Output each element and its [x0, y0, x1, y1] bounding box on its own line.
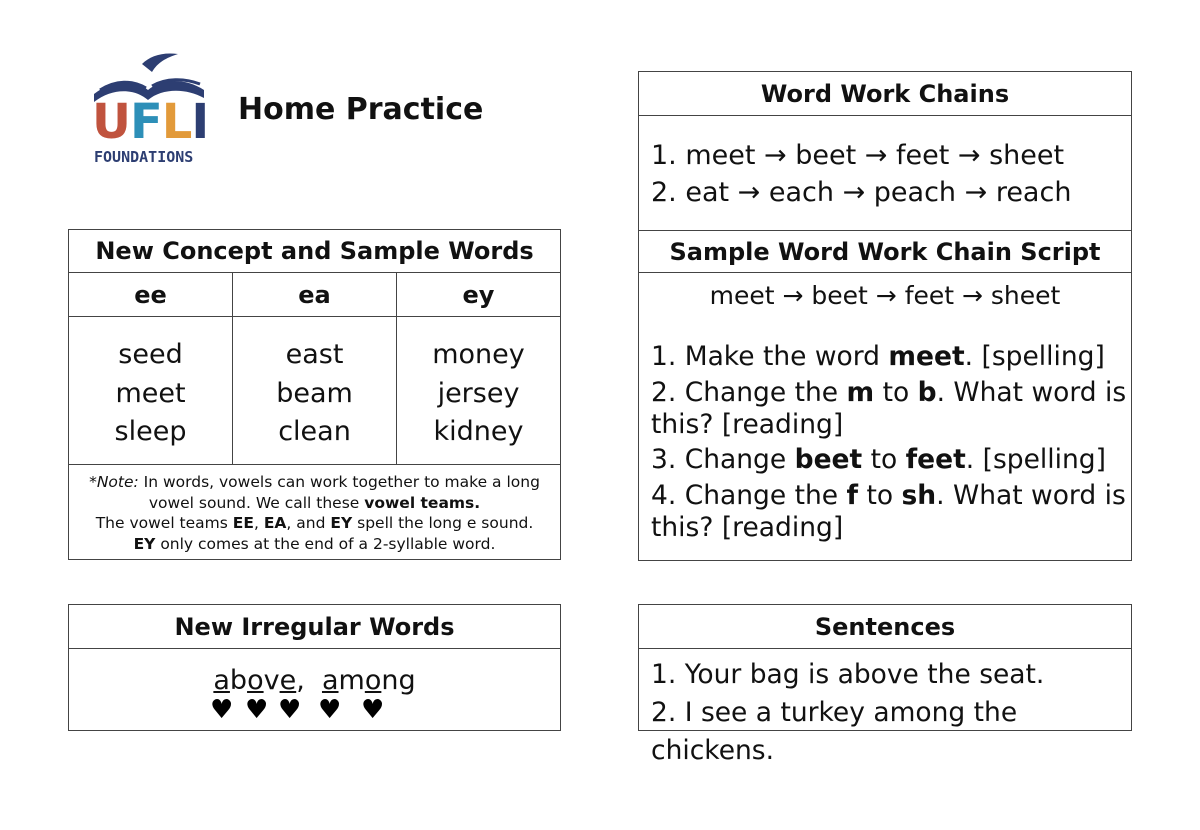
- word-among: [322, 665, 416, 696]
- note-text: , and: [286, 514, 331, 532]
- script-step: [651, 341, 1131, 373]
- step-text: to: [874, 376, 918, 408]
- word-part: v: [263, 665, 280, 696]
- separator: ,: [296, 665, 305, 696]
- list-item: 1. Your bag is above the seat.: [651, 659, 1045, 690]
- step-text: to: [858, 479, 902, 511]
- list-item: 2. I see a turkey among the chickens.: [651, 697, 1018, 766]
- column-header-ea: ea: [232, 273, 396, 316]
- irregular-words: [69, 665, 560, 696]
- irregular-header: New Irregular Words: [69, 605, 560, 649]
- step-text: . [spelling]: [965, 444, 1106, 475]
- heart-icon: ♥: [278, 695, 302, 725]
- step-text: . What word is this? [reading]: [651, 479, 1126, 543]
- list-item: 2. eat → each → peach → reach: [651, 177, 1072, 208]
- step-bold: m: [846, 376, 875, 408]
- word-part: ng: [381, 665, 416, 696]
- note-line-4: [69, 534, 560, 555]
- underlined-part: o: [364, 665, 382, 696]
- word: kidney: [433, 416, 524, 447]
- concept-words: [69, 317, 560, 465]
- note-bold: vowel teams.: [364, 493, 481, 512]
- script-header: Sample Word Work Chain Script: [639, 230, 1131, 273]
- script-step: [651, 377, 1131, 441]
- step-text: . [spelling]: [964, 341, 1105, 372]
- step-text: 2. Change the: [651, 376, 847, 408]
- script-steps: [639, 310, 1131, 544]
- note-bold: EE: [232, 514, 254, 532]
- column-header-ee: ee: [134, 281, 167, 309]
- concept-column-headers: [69, 273, 560, 317]
- note-line-2: [69, 493, 560, 514]
- logo-letter-l: L: [161, 94, 192, 150]
- page-title: Home Practice: [238, 92, 484, 127]
- underlined-part: a: [321, 665, 339, 696]
- chains-header: Word Work Chains: [639, 72, 1131, 116]
- step-bold: sh: [901, 479, 937, 511]
- note-text: In words, vowels can work together to make a long: [138, 473, 540, 491]
- step-bold: beet: [794, 444, 863, 475]
- ufli-logo: [90, 50, 210, 170]
- sentences-box: [638, 604, 1132, 766]
- step-bold: feet: [905, 444, 966, 475]
- underlined-part: a: [213, 665, 230, 696]
- word: clean: [278, 416, 351, 447]
- note-text: vowel sound. We call these: [148, 493, 365, 512]
- chains-list: [639, 116, 1131, 211]
- word-above: [213, 665, 296, 696]
- sentences-header: Sentences: [639, 605, 1131, 649]
- irregular-words-box: [68, 604, 561, 731]
- note-text: The vowel teams: [95, 514, 233, 532]
- logo-letter-i: I: [191, 94, 209, 150]
- note-bold: EA: [263, 514, 287, 532]
- step-text: . What word is this? [reading]: [651, 376, 1127, 440]
- step-bold: f: [846, 479, 859, 511]
- concept-header: New Concept and Sample Words: [69, 230, 560, 273]
- heart-icon: ♥: [318, 695, 342, 725]
- heart-icon: ♥: [361, 695, 385, 725]
- word: sleep: [114, 416, 187, 447]
- step-text: 1. Make the word: [651, 341, 889, 372]
- concept-note: [69, 465, 560, 554]
- heart-icon: ♥: [245, 695, 269, 725]
- step-bold: meet: [888, 341, 965, 372]
- concept-table: [68, 229, 561, 560]
- word: beam: [276, 377, 353, 409]
- note-line-3: [69, 513, 560, 534]
- column-ee-words: [69, 317, 232, 464]
- logo-letter-u: U: [92, 94, 130, 150]
- sentences-list: [639, 649, 1131, 770]
- script-chain: meet → beet → feet → sheet: [709, 281, 1061, 310]
- note-bold: EY: [330, 514, 353, 532]
- step-text: 3. Change: [651, 444, 795, 475]
- note-line-1: [69, 472, 560, 493]
- logo-subtitle: FOUNDATIONS: [94, 148, 194, 166]
- note-text: only comes at the end of a 2-syllable word.: [155, 534, 496, 553]
- word: money: [432, 339, 525, 370]
- chain-script-box: [638, 230, 1132, 561]
- note-bold: EY: [133, 534, 156, 553]
- word-part: b: [229, 665, 248, 696]
- logo-letter-f: F: [129, 94, 162, 150]
- column-ey-words: [396, 317, 560, 464]
- word-part: m: [338, 665, 365, 696]
- script-step: [651, 480, 1131, 544]
- note-text: ,: [253, 514, 264, 532]
- logo-letters: [92, 94, 209, 150]
- word: jersey: [437, 377, 520, 409]
- step-text: to: [862, 444, 906, 475]
- note-text: spell the long e sound.: [352, 514, 534, 532]
- column-header-ey: ey: [396, 273, 560, 316]
- heart-icon: ♥: [210, 695, 234, 725]
- word-work-chains-box: [638, 71, 1132, 231]
- word: meet: [115, 377, 186, 409]
- word: seed: [118, 339, 183, 370]
- step-bold: b: [917, 376, 937, 408]
- note-label: *Note:: [89, 473, 139, 491]
- underlined-part: o: [247, 665, 264, 696]
- heart-markers: [69, 697, 560, 723]
- script-step: [651, 444, 1131, 476]
- column-ea-words: [232, 317, 396, 464]
- word: east: [285, 339, 344, 370]
- step-text: 4. Change the: [651, 479, 847, 511]
- list-item: 1. meet → beet → feet → sheet: [651, 140, 1065, 171]
- underlined-part: e: [279, 665, 297, 696]
